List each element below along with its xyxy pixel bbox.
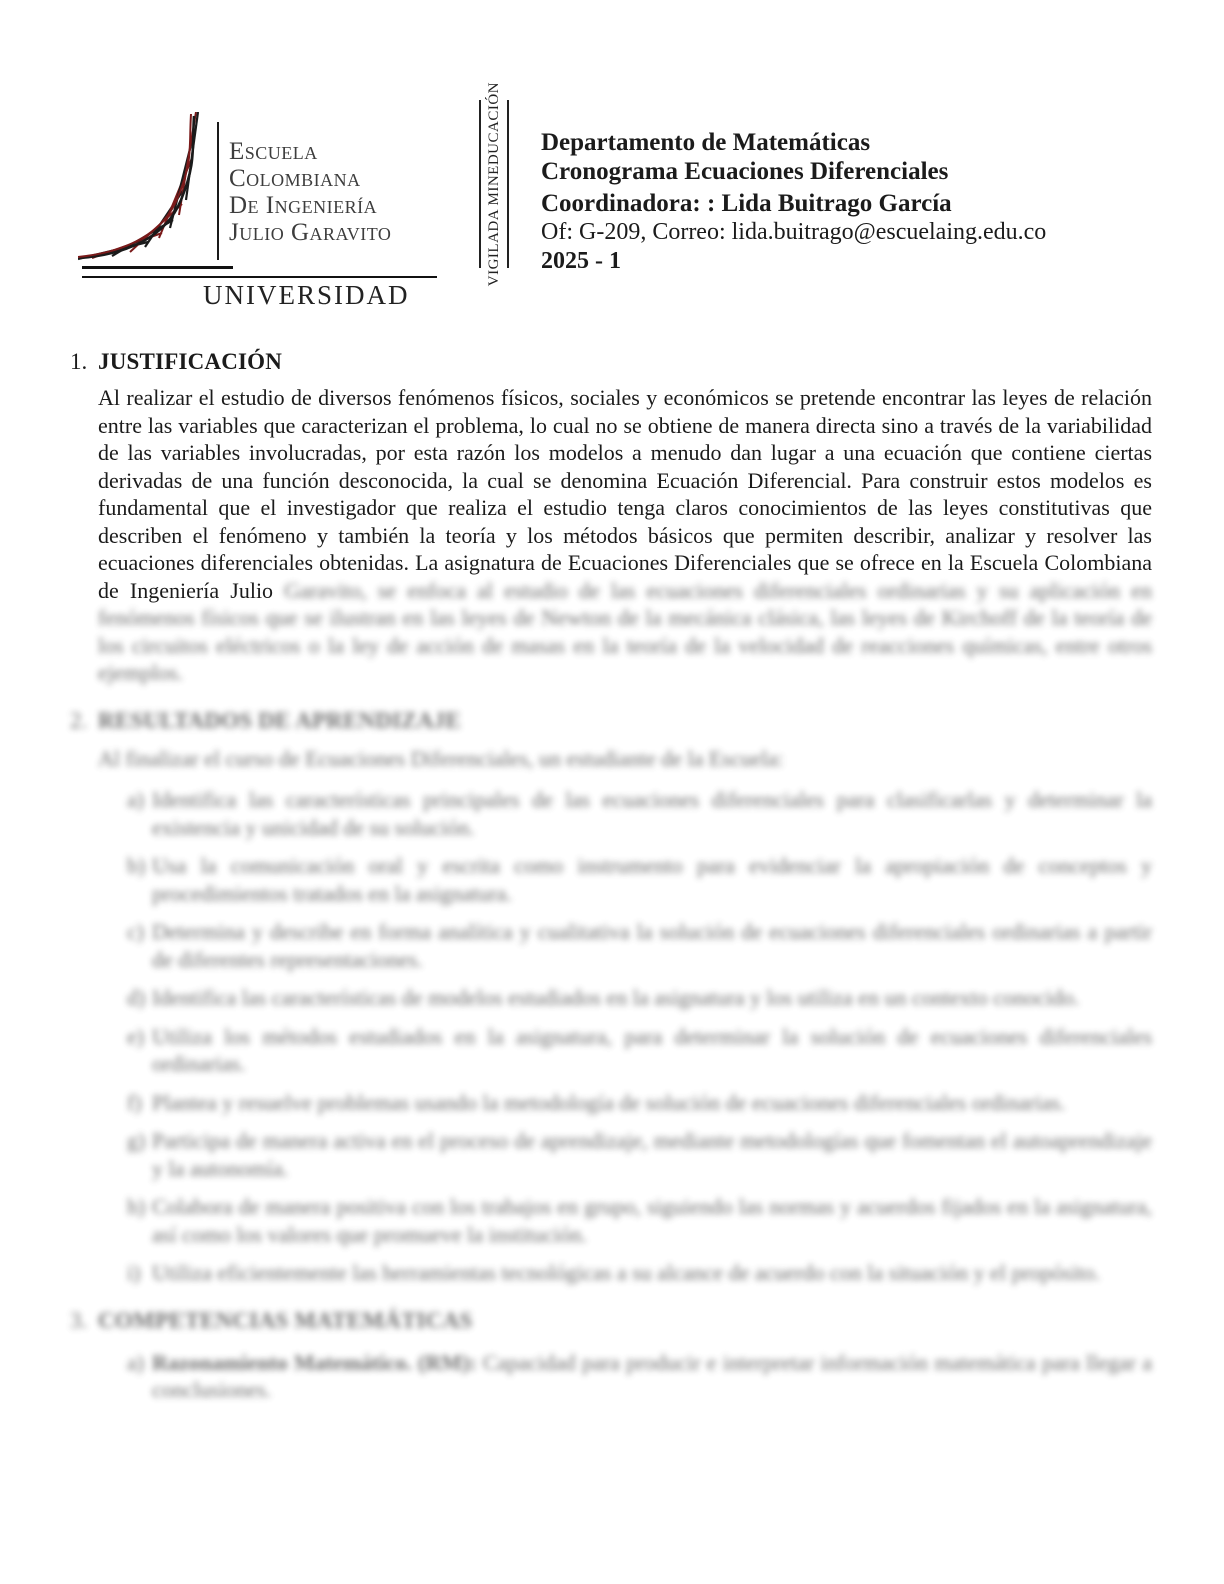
list-item [127,1259,1152,1287]
logo-rule-long [82,276,437,278]
university-logo-curve-icon [78,112,210,262]
item-text: Determina y describe en forma analítica y cualitativa la solución de ecuaciones diferenciales ordinarias a partir de diferentes representaciones. [152,919,1152,972]
item-label: f) [127,1089,142,1115]
list-item [127,918,1152,973]
item-label: e) [127,1023,145,1049]
justification-text-clear: Al realizar el estudio de diversos fenómenos físicos, sociales y económicos se pretende encontrar las leyes de relación entre las variables que caracterizan el problema, lo cual no se obtiene de manera directa sino a través de la variabilidad de las variables involucradas, por esta razón los modelos a menudo dan lugar a una ecuación que contiene ciertas derivadas de una función desconocida, la cual se denomina Ecuación Diferencial. Para construir estos modelos es fundamental que el investigador que realiza el estudio tenga claros conocimientos de las leyes constitutivas que describen el fenómeno y también la teoría y los métodos básicos que permiten describir, analizar y resolver las ecuaciones diferenciales obtenidas. La asignatura de Ecuaciones Diferenciales que se ofrece en la Escuela Colombiana de Ingeniería Julio [98,385,1152,603]
item-label: h) [127,1194,146,1219]
list-item [127,1089,1152,1117]
item-text: Usa la comunicación oral y escrita como instrumento para evidenciar la apropiación de conceptos y procedimientos tratados en la asignatura. [152,853,1152,906]
section-competencias [70,1307,1152,1404]
office-email-line: Of: G-209, Correo: lida.buitrago@escuelaing.edu.co [541,219,1047,245]
wordmark-line-4: Julio Garavito [229,219,392,246]
course-header-info [541,128,1131,276]
list-item [127,1349,1152,1404]
section-1-number: 1. [70,349,88,374]
item-label: b) [127,853,146,878]
wordmark-line-1: Escuela [229,138,318,165]
list-item [127,984,1152,1012]
department-name: Departamento de Matemáticas [541,129,871,156]
item-label: c) [127,919,145,944]
item-lead-rest: Capacidad para producir e interpretar información matemática para llegar a conclusiones. [152,1349,1152,1402]
section-resultados [70,707,1152,1287]
section-2-heading [70,707,1152,735]
university-label: UNIVERSIDAD [203,280,410,310]
list-item [127,1127,1152,1182]
vigilada-label: VIGILADA MINEDUCACIÓN [485,81,502,287]
item-lead-bold: Razonamiento Matemático. (RM): [152,1349,477,1375]
wordmark-line-3: De Ingeniería [229,192,378,219]
section-2-number: 2. [70,707,88,733]
document-body [70,348,1152,1415]
section-2-title: RESULTADOS DE APRENDIZAJE [98,707,461,733]
section-3-heading [70,1307,1152,1335]
item-label: g) [127,1128,146,1153]
section-3-number: 3. [70,1307,88,1333]
list-item [127,1193,1152,1248]
learning-outcomes-list [127,786,1152,1287]
section-1-title: JUSTIFICACIÓN [98,349,283,374]
justification-paragraph [98,384,1152,687]
list-item [127,1023,1152,1078]
item-label: d) [127,985,146,1010]
item-text [152,1349,1152,1404]
item-text: Participa de manera activa en el proceso de aprendizaje, mediante metodologías que fomentan el autoaprendizaje y la autonomía. [152,1128,1152,1181]
item-text: Identifica las características de modelos estudiados en la asignatura y los utiliza en un contexto conocido. [152,985,1080,1010]
section-2-intro: Al finalizar el curso de Ecuaciones Diferenciales, un estudiante de la Escuela: [98,745,784,771]
list-item [127,786,1152,841]
document-title: Cronograma Ecuaciones Diferenciales [541,158,949,185]
item-text: Utiliza los métodos estudiados en la asignatura, para determinar la solución de ecuaciones diferenciales ordinarias. [152,1023,1152,1076]
item-label: a) [127,1349,145,1375]
term-label: 2025 - 1 [541,248,621,274]
competencies-list [127,1349,1152,1404]
item-text: Plantea y resuelve problemas usando la metodología de solución de ecuaciones diferenciales ordinarias. [152,1089,1066,1115]
list-item [127,852,1152,907]
item-label: a) [127,787,145,812]
item-text: Identifica las características principales de las ecuaciones diferenciales para clasificarlas y determinar la existencia y unicidad de su solución. [152,787,1152,840]
vigilada-strip [479,81,509,287]
section-3-title: COMPETENCIAS MATEMÁTICAS [98,1307,473,1333]
item-text: Utiliza eficientemente las herramientas tecnológicas a su alcance de acuerdo con la situación y el propósito. [152,1260,1101,1285]
section-1-heading [70,348,1152,376]
wordmark-line-2: Colombiana [229,165,361,192]
logo-rule-short [82,266,233,269]
item-label: i) [127,1260,141,1285]
justification-text-redacted: Garavito, se enfoca al estudio de las ecuaciones diferenciales ordinarias y su aplicación en fenómenos físicos que se ilustran en las leyes de Newton de la mecánica clásica, las leyes de Kirchoff de la teoría de los circuitos eléctricos o la ley de acción de masas en la teoría de la velocidad de reacciones químicas, entre otros ejemplos. [98,577,1152,685]
logo-divider-line [217,122,219,260]
item-text: Colabora de manera positiva con los trabajos en grupo, siguiendo las normas y acuerdos fijados en la asignatura, así como los valores que promueve la institución. [152,1194,1152,1247]
school-wordmark [229,138,391,246]
section-justificacion [70,348,1152,687]
coordinator-line: Coordinadora: : Lida Buitrago García [541,190,952,217]
